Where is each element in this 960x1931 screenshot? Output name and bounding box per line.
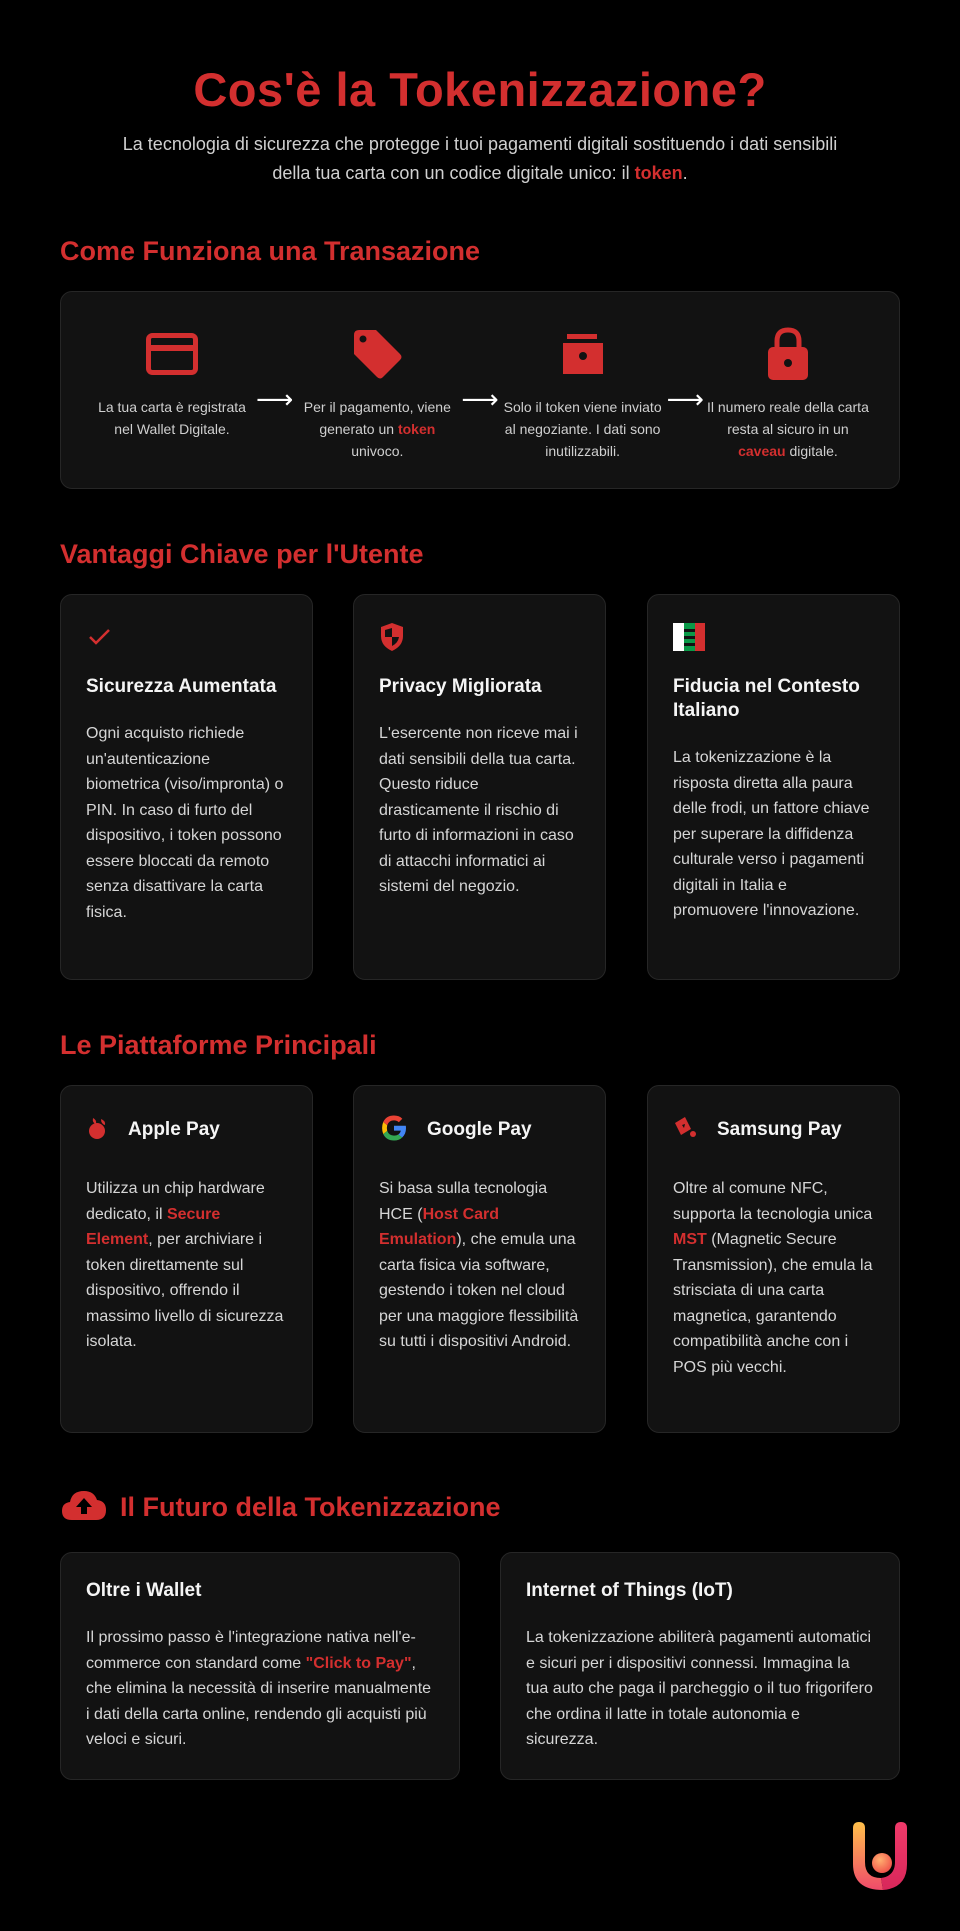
tag-icon <box>296 328 458 380</box>
page-title: Cos'è la Tokenizzazione? <box>193 63 767 116</box>
benefit-card-privacy <box>353 594 606 980</box>
platform-card-google <box>353 1085 606 1433</box>
transaction-flow <box>60 291 900 489</box>
flow-step-text <box>707 396 869 462</box>
hero-subtitle <box>110 130 850 188</box>
subtitle-highlight: token <box>634 163 683 183</box>
flow-step-2 <box>296 328 458 462</box>
card-title: Samsung Pay <box>717 1119 842 1140</box>
card-body <box>673 1176 874 1380</box>
body-highlight: Host Card Emulation <box>379 1205 500 1248</box>
flow-step-4 <box>707 328 869 462</box>
body-text-end: , che elimina la necessità di inserire manualmente i dati della carta online, rendendo gli acquisti più veloci e sicuri. <box>86 1654 432 1748</box>
section-title-transaction: Come Funziona una Transazione <box>60 236 481 266</box>
arrow-right-icon: ⟶ <box>666 384 704 414</box>
future-card-wallet <box>60 1552 460 1780</box>
hero <box>0 0 960 188</box>
card-title: Google Pay <box>427 1119 532 1140</box>
step-text-end: univoco. <box>351 443 404 459</box>
section-title-platforms: Le Piattaforme Principali <box>60 1030 377 1060</box>
platform-card-apple <box>60 1085 313 1433</box>
card-body <box>526 1625 874 1753</box>
card-body <box>379 1176 580 1355</box>
subtitle-end: . <box>682 163 688 183</box>
step-text: Solo il token viene inviato al negoziante. I dati sono inutilizzabili. <box>503 399 662 459</box>
flow-step-text <box>296 396 458 462</box>
step-highlight: token <box>397 421 436 437</box>
samsung-icon <box>673 1115 699 1146</box>
card-body: La tokenizzazione è la risposta diretta alla paura delle frodi, un fattore chiave per superare la diffidenza culturale verso i pagamenti digitali in Italia e promuovere l'innovazione. <box>673 749 870 919</box>
card-body: Ogni acquisto richiede un'autenticazione biometrica (viso/impronta) o PIN. In caso di furto del dispositivo, i token possono essere bloccati da remoto senza disattivare la carta fisica. <box>86 725 284 921</box>
card-title: Oltre i Wallet <box>86 1580 202 1601</box>
google-icon <box>379 1113 409 1148</box>
flow-step-text <box>91 396 253 440</box>
body-text: Utilizza un chip hardware dedicato, il <box>86 1180 265 1223</box>
step-text: Per il pagamento, viene generato un <box>303 399 451 437</box>
benefit-card-security <box>60 594 313 980</box>
platform-header <box>86 1112 287 1148</box>
step-text: Il numero reale della carta resta al sicuro in un <box>707 399 869 437</box>
lock-icon <box>707 328 869 380</box>
card-title: Fiducia nel Contesto Italiano <box>673 676 860 721</box>
card-title: Sicurezza Aumentata <box>86 676 277 697</box>
card-body <box>86 1176 287 1355</box>
card-title: Apple Pay <box>128 1119 220 1140</box>
body-text: Il prossimo passo è l'integrazione nativa nell'e-commerce con standard come <box>86 1629 416 1672</box>
arrow-right-icon: ⟶ <box>461 384 499 414</box>
card-title: Privacy Migliorata <box>379 676 542 697</box>
card-title: Internet of Things (IoT) <box>526 1580 733 1601</box>
platform-header <box>673 1112 874 1148</box>
card-body: L'esercente non riceve mai i dati sensibili della tua carta. Questo riduce drasticamente il rischio di furto di informazioni in caso di attacchi informatici ai sistemi del negozio. <box>379 725 578 895</box>
apple-icon <box>86 1115 110 1146</box>
section-title-future <box>60 1487 501 1528</box>
benefit-card-trust <box>647 594 900 980</box>
section-title-text: Il Futuro della Tokenizzazione <box>120 1492 501 1522</box>
body-text-end: ), che emula una carta fisica via software, gestendo i token nel cloud per una maggiore flessibilità su tutti i dispositivi Android. <box>379 1231 579 1350</box>
body-text: Si basa sulla tecnologia HCE ( <box>379 1180 548 1223</box>
body-text-end: , per archiviare i token direttamente sul dispositivo, offrendo il massimo livello di sicurezza isolata. <box>86 1231 284 1350</box>
step-highlight: caveau <box>738 443 786 459</box>
body-highlight: MST <box>673 1231 707 1248</box>
body-text: Oltre al comune NFC, supporta la tecnologia unica <box>673 1180 873 1223</box>
body-text-end: (Magnetic Secure Transmission), che emula la strisciata di una carta magnetica, garantendo compatibilità anche con i POS più vecchi. <box>673 1231 873 1376</box>
step-text: La tua carta è registrata nel Wallet Digitale. <box>98 399 246 437</box>
body-highlight: "Click to Pay" <box>305 1654 412 1672</box>
subtitle-text: La tecnologia di sicurezza che protegge i tuoi pagamenti digitali sostituendo i dati sensibili della tua carta con un codice digitale unico: il <box>122 134 838 183</box>
future-card-iot <box>500 1552 900 1780</box>
arrow-right-icon: ⟶ <box>256 384 294 414</box>
italian-flag-icon <box>673 621 874 653</box>
body-highlight: Secure Element <box>86 1205 221 1248</box>
cloud-upload-icon <box>60 1487 108 1528</box>
card-body <box>86 1625 434 1753</box>
platform-header <box>379 1112 580 1148</box>
step-text-end: digitale. <box>785 443 838 459</box>
shield-icon <box>379 621 580 653</box>
brand-logo-icon <box>843 1818 917 1892</box>
body-text: La tokenizzazione abiliterà pagamenti automatici e sicuri per i dispositivi connessi. Immagina la tua auto che paga il parcheggio o il tuo frigorifero che ordina il latte in totale autonomia e sicurezza. <box>526 1629 873 1748</box>
credit-card-icon <box>91 328 253 380</box>
checkmark-icon <box>86 621 287 653</box>
store-icon <box>502 328 664 380</box>
platform-card-samsung <box>647 1085 900 1433</box>
flow-step-3 <box>502 328 664 462</box>
section-title-benefits: Vantaggi Chiave per l'Utente <box>60 539 424 569</box>
flow-step-1 <box>91 328 253 440</box>
flow-step-text <box>502 396 664 462</box>
